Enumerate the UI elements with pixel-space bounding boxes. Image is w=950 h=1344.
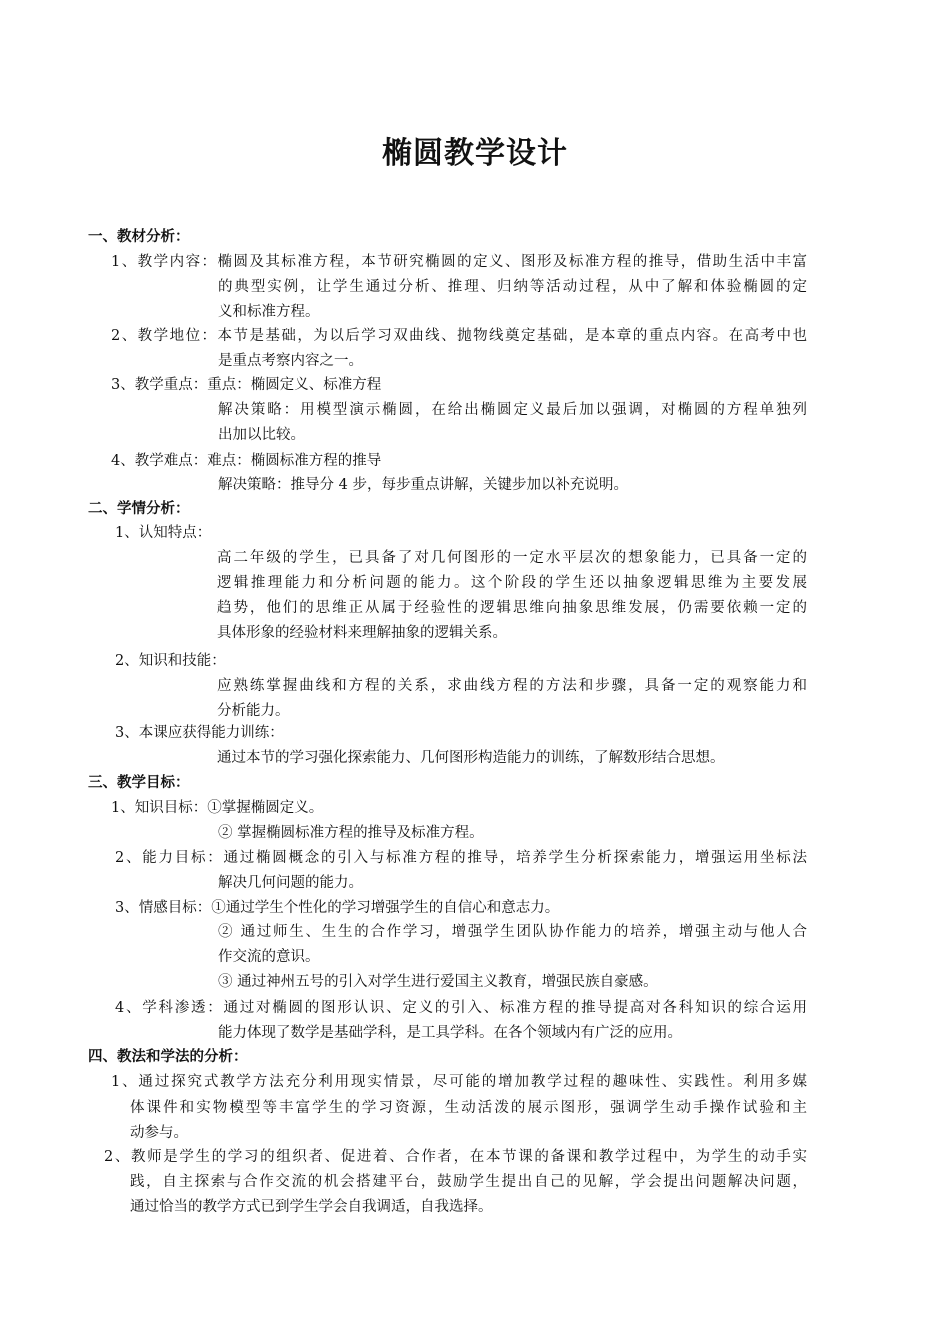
text-line: 3、情感目标：①通过学生个性化的学习增强学生的自信心和意志力。 bbox=[115, 900, 560, 916]
text-line: 1、教学内容：椭圆及其标准方程，本节研究椭圆的定义、图形及标准方程的推导，借助生活中丰富 bbox=[111, 254, 807, 270]
text-line: 2、能力目标：通过椭圆概念的引入与标准方程的推导，培养学生分析探索能力，增强运用坐标法 bbox=[115, 850, 807, 866]
text-line: 义和标准方程。 bbox=[218, 304, 320, 320]
section-heading-1: 一、教材分析： bbox=[88, 229, 190, 245]
text-line: 出加以比较。 bbox=[218, 427, 305, 443]
text-line: 逻辑推理能力和分析问题的能力。这个阶段的学生还以抽象逻辑思维为主要发展 bbox=[217, 575, 807, 591]
text-line: 的典型实例，让学生通过分析、推理、归纳等活动过程，从中了解和体验椭圆的定 bbox=[218, 279, 807, 295]
page-title: 椭圆教学设计 bbox=[382, 136, 568, 171]
text-line: 通过本节的学习强化探索能力、几何图形构造能力的训练，了解数形结合思想。 bbox=[217, 750, 725, 766]
text-line: 应熟练掌握曲线和方程的关系，求曲线方程的方法和步骤，具备一定的观察能力和 bbox=[217, 678, 807, 694]
text-line: 高二年级的学生，已具备了对几何图形的一定水平层次的想象能力，已具备一定的 bbox=[217, 550, 807, 566]
text-line: 能力体现了数学是基础学科，是工具学科。在各个领域内有广泛的应用。 bbox=[218, 1025, 682, 1041]
text-line: 动参与。 bbox=[130, 1125, 188, 1141]
text-line: 3、本课应获得能力训练： bbox=[115, 725, 284, 741]
section-heading-2: 二、学情分析： bbox=[88, 501, 190, 517]
text-line: 体课件和实物模型等丰富学生的学习资源，生动活泼的展示图形，强调学生动手操作试验和主 bbox=[130, 1100, 807, 1116]
text-line: 1、认知特点： bbox=[115, 525, 212, 541]
text-line: 具体形象的经验材料来理解抽象的逻辑关系。 bbox=[217, 625, 507, 641]
text-line: 践，自主探索与合作交流的机会搭建平台，鼓励学生提出自己的见解，学会提出问题解决问题， bbox=[130, 1174, 807, 1190]
text-line: 作交流的意识。 bbox=[218, 949, 320, 965]
text-line: 解决几何问题的能力。 bbox=[218, 875, 363, 891]
text-line: 2、教学地位：本节是基础，为以后学习双曲线、抛物线奠定基础，是本章的重点内容。在高考中也 bbox=[111, 328, 807, 344]
text-line: ② 通过师生、生生的合作学习，增强学生团队协作能力的培养，增强主动与他人合 bbox=[218, 924, 807, 940]
text-line: 解决策略：推导分 4 步，每步重点讲解，关键步加以补充说明。 bbox=[218, 477, 628, 493]
text-line: 3、教学重点：重点：椭圆定义、标准方程 bbox=[111, 377, 382, 393]
text-line: 1、知识目标：①掌握椭圆定义。 bbox=[111, 800, 324, 816]
text-line: 通过恰当的教学方式已到学生学会自我调适，自我选择。 bbox=[130, 1199, 493, 1215]
text-line: 是重点考察内容之一。 bbox=[218, 353, 363, 369]
text-line: 4、教学难点：难点：椭圆标准方程的推导 bbox=[111, 453, 382, 469]
text-line: 1、通过探究式教学方法充分利用现实情景，尽可能的增加教学过程的趣味性、实践性。利用多媒 bbox=[111, 1074, 807, 1090]
text-line: 2、知识和技能： bbox=[115, 653, 226, 669]
text-line: ② 掌握椭圆标准方程的推导及标准方程。 bbox=[218, 825, 484, 841]
text-line: 2、教师是学生的学习的组织者、促进着、合作者，在本节课的备课和教学过程中，为学生的动手实 bbox=[104, 1149, 807, 1165]
text-line: 趋势，他们的思维正从属于经验性的逻辑思维向抽象思维发展，仍需要依赖一定的 bbox=[217, 600, 807, 616]
text-line: 解决策略：用模型演示椭圆，在给出椭圆定义最后加以强调，对椭圆的方程单独列 bbox=[218, 402, 807, 418]
text-line: ③ 通过神州五号的引入对学生进行爱国主义教育，增强民族自豪感。 bbox=[218, 974, 658, 990]
text-line: 分析能力。 bbox=[217, 703, 290, 719]
section-heading-3: 三、教学目标： bbox=[88, 775, 190, 791]
text-line: 4、学科渗透：通过对椭圆的图形认识、定义的引入、标准方程的推导提高对各科知识的综合运用 bbox=[115, 1000, 807, 1016]
section-heading-4: 四、教法和学法的分析： bbox=[88, 1049, 248, 1065]
